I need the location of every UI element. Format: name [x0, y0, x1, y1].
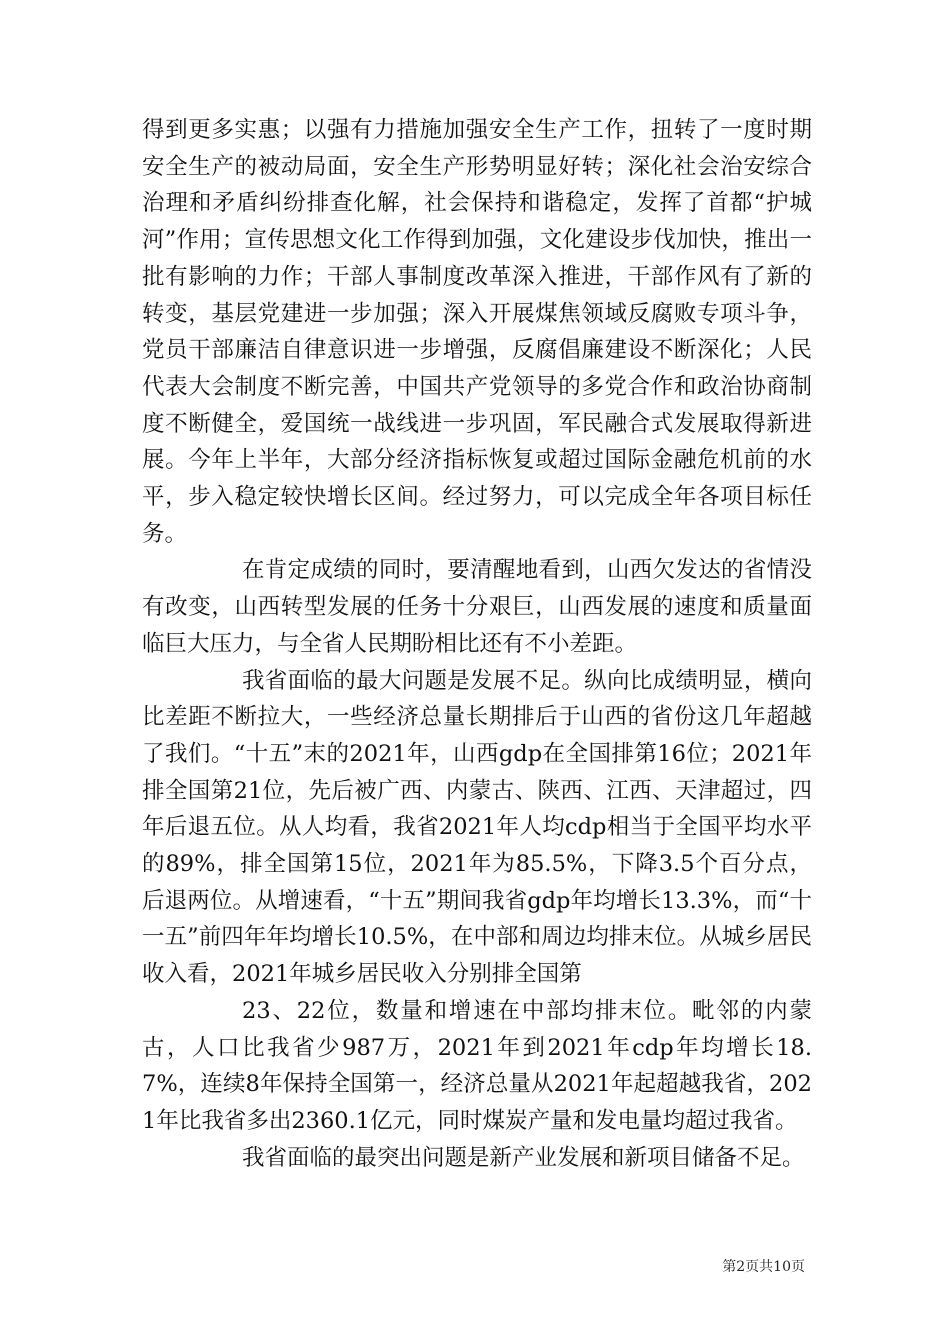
document-body: [142, 112, 812, 1176]
paragraph-2: 在肯定成绩的同时，要清醒地看到，山西欠发达的省情没有改变，山西转型发展的任务十分艰巨，山西发展的速度和质量面临巨大压力，与全省人民期盼相比还有不小差距。: [142, 557, 812, 657]
paragraph-3: 我省面临的最大问题是发展不足。纵向比成绩明显，横向比差距不断拉大，一些经济总量长期排后于山西的省份这几年超越了我们。“十五”末的2021年，山西gdp在全国排第16位；2021年排全国第21位，先后被广西、内蒙古、陕西、江西、天津超过，四年后退五位。从人均看，我省2021年人均cdp相当于全国平均水平的89%，排全国第15位，2021年为85.5%，下降3.5个百分点，后退两位。从增速看，“十五”期间我省gdp年均增长13.3%，而“十一五”前四年年均增长10.5%，在中部和周边均排末位。从城乡居民收入看，2021年城乡居民收入分别排全国第: [142, 667, 812, 988]
paragraph-1: 得到更多实惠；以强有力措施加强安全生产工作，扭转了一度时期安全生产的被动局面，安全生产形势明显好转；深化社会治安综合治理和矛盾纠纷排查化解，社会保持和谐稳定，发挥了首都“护城河”作用；宣传思想文化工作得到加强，文化建设步伐加快，推出一批有影响的力作；干部人事制度改革深入推进，干部作风有了新的转变，基层党建进一步加强；深入开展煤焦领域反腐败专项斗争，党员干部廉洁自律意识进一步增强，反腐倡廉建设不断深化；人民代表大会制度不断完善，中国共产党领导的多党合作和政治协商制度不断健全，爱国统一战线进一步巩固，军民融合式发展取得新进展。今年上半年，大部分经济指标恢复或超过国际金融危机前的水平，步入稳定较快增长区间。经过努力，可以完成全年各项目标任务。: [142, 117, 812, 547]
paragraph-5: 我省面临的最突出问题是新产业发展和新项目储备不足。: [242, 1144, 805, 1171]
paragraph-4: 23、22位，数量和增速在中部均排末位。毗邻的内蒙古，人口比我省少987万，2021年到2021年cdp年均增长18.7%，连续8年保持全国第一，经济总量从2021年起超越我省，2021年比我省多出2360.1亿元，同时煤炭产量和发电量均超过我省。: [142, 997, 812, 1134]
page-number-footer: 第2页共10页: [722, 1259, 805, 1275]
